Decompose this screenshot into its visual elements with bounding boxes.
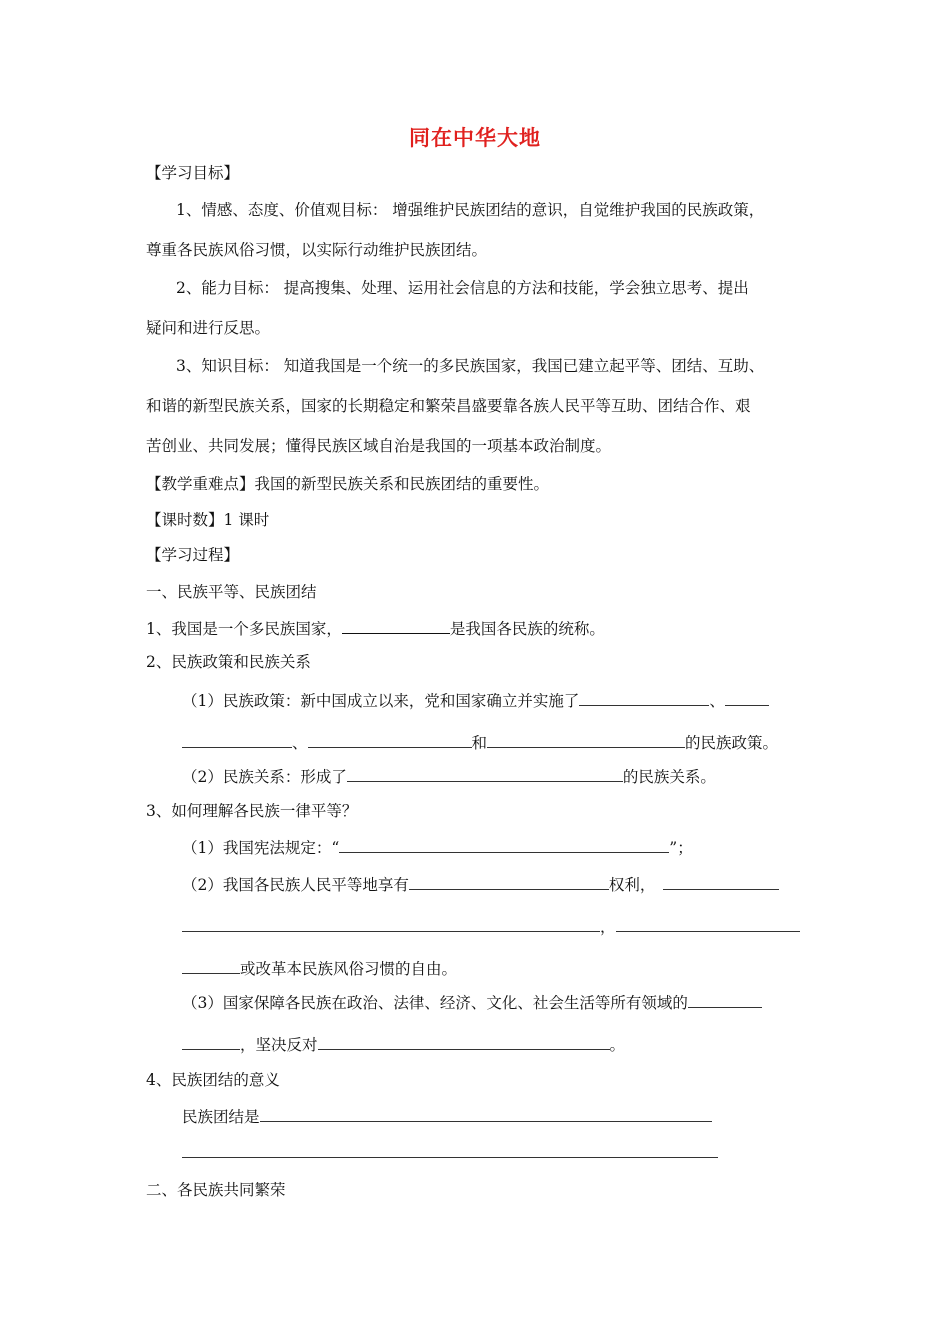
question-2-2-prefix: （2）民族关系：形成了 (182, 768, 347, 786)
key-points: 【教学重难点】我国的新型民族关系和民族团结的重要性。 (146, 475, 550, 493)
fill-blank[interactable] (182, 957, 240, 974)
question-2-1-suffix: 的民族政策。 (685, 734, 779, 752)
question-3-2-line-2 (182, 915, 800, 938)
fill-blank[interactable] (339, 836, 669, 853)
page-title: 同在中华大地 (409, 126, 541, 150)
fill-blank[interactable] (318, 1033, 610, 1050)
question-2-1-line-2 (182, 731, 778, 754)
fill-blank[interactable] (182, 915, 600, 932)
fill-blank[interactable] (342, 617, 450, 634)
conjunction: 和 (471, 734, 488, 752)
question-3-2-mid: 权利， (608, 876, 656, 894)
question-3-2-suffix: 或改革本民族风俗习惯的自由。 (240, 960, 458, 978)
objective-3-line-2: 和谐的新型民族关系，国家的长期稳定和繁荣昌盛要靠各族人民平等互助、团结合作、艰 (146, 397, 751, 415)
fill-blank[interactable] (347, 765, 623, 782)
question-1-prefix: 1、我国是一个多民族国家， (146, 620, 342, 638)
fill-blank[interactable] (182, 731, 292, 748)
question-3-1-suffix: ”； (669, 839, 693, 857)
comma: ， (600, 918, 616, 936)
fill-blank[interactable] (663, 873, 779, 890)
fill-blank[interactable] (260, 1105, 712, 1122)
fill-blank[interactable] (725, 689, 769, 706)
fill-blank[interactable] (409, 873, 609, 890)
section-2-heading: 二、各民族共同繁荣 (146, 1181, 286, 1199)
question-4-prefix: 民族团结是 (182, 1108, 260, 1126)
objectives-heading: 【学习目标】 (146, 164, 240, 182)
question-3: 3、如何理解各民族一律平等？ (146, 802, 358, 820)
question-2-1-line-1 (182, 689, 769, 712)
question-1-suffix: 是我国各民族的统称。 (449, 620, 605, 638)
objective-3-line-3: 苦创业、共同发展；懂得民族区域自治是我国的一项基本政治制度。 (146, 437, 612, 455)
question-4: 4、民族团结的意义 (146, 1071, 280, 1089)
question-3-3-end: 。 (609, 1036, 626, 1054)
question-3-2-line-3 (182, 957, 457, 980)
question-2: 2、民族政策和民族关系 (146, 653, 311, 671)
question-2-1-prefix: （1）民族政策：新中国成立以来，党和国家确立并实施了 (182, 692, 580, 710)
question-1 (146, 617, 605, 640)
objective-1-line-1: 1、情感、态度、价值观目标： 增强维护民族团结的意识，自觉维护我国的民族政策， (176, 201, 765, 219)
separator: 、 (292, 734, 308, 752)
fill-blank[interactable] (308, 731, 472, 748)
fill-blank[interactable] (487, 731, 685, 748)
question-2-2-suffix: 的民族关系。 (622, 768, 716, 786)
fill-blank[interactable] (182, 1033, 240, 1050)
question-3-1-prefix: （1）我国宪法规定：“ (182, 839, 340, 857)
fill-blank[interactable] (182, 1141, 718, 1158)
objective-2-line-2: 疑问和进行反思。 (146, 319, 271, 337)
question-4-line-1 (182, 1105, 712, 1128)
objective-2-line-1: 2、能力目标： 提高搜集、处理、运用社会信息的方法和技能，学会独立思考、提出 (176, 279, 749, 297)
question-3-2-prefix: （2）我国各民族人民平等地享有 (182, 876, 409, 894)
objective-3-line-1: 3、知识目标： 知道我国是一个统一的多民族国家，我国已建立起平等、团结、互助、 (176, 357, 765, 375)
class-hours: 【课时数】1 课时 (146, 511, 270, 529)
objective-1-line-2: 尊重各民族风俗习惯，以实际行动维护民族团结。 (146, 241, 488, 259)
question-3-2-line-1 (182, 873, 779, 896)
question-2-2 (182, 765, 716, 788)
question-3-3-mid: ，坚决反对 (240, 1036, 318, 1054)
question-3-3-line-2 (182, 1033, 625, 1056)
fill-blank[interactable] (579, 689, 709, 706)
separator: 、 (709, 692, 725, 710)
process-heading: 【学习过程】 (146, 546, 240, 564)
question-3-3-line-1 (182, 991, 762, 1014)
fill-blank[interactable] (688, 991, 762, 1008)
fill-blank[interactable] (616, 915, 800, 932)
question-3-3-prefix: （3）国家保障各民族在政治、法律、经济、文化、社会生活等所有领域的 (182, 994, 688, 1012)
section-1-heading: 一、民族平等、民族团结 (146, 583, 317, 601)
question-3-1 (182, 836, 693, 859)
